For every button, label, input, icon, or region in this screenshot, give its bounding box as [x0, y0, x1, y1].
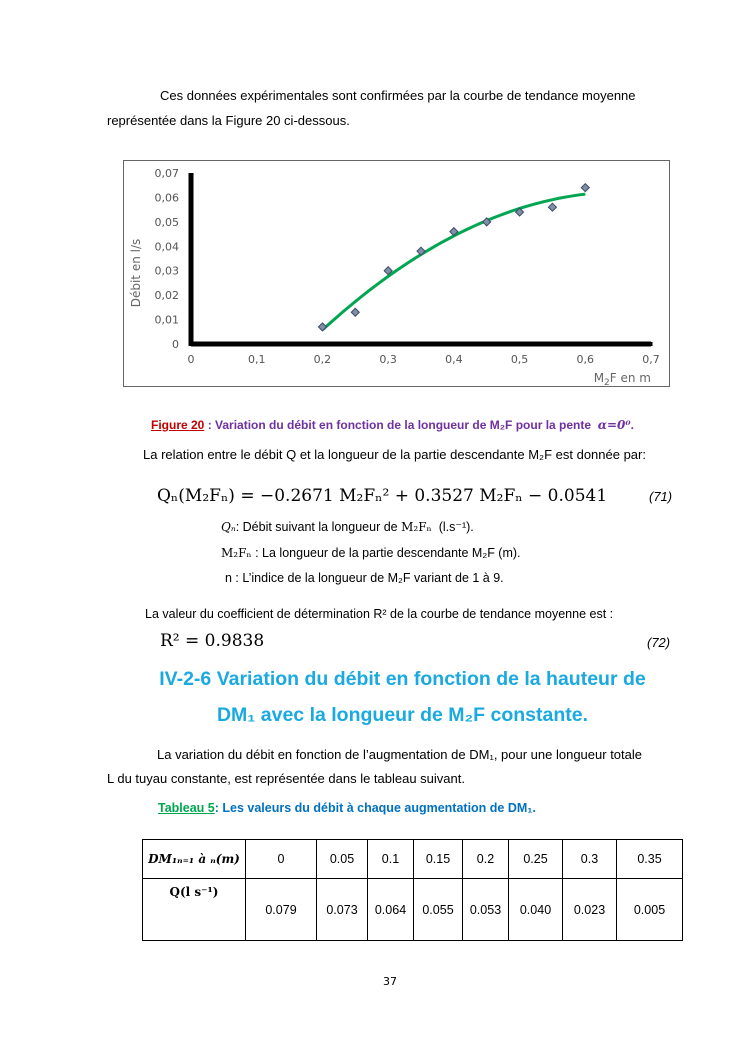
x-tick-label: 0,5: [510, 353, 529, 366]
definition-q-symbol: Qₙ: [221, 520, 236, 534]
table-cell-dm: 0.1: [368, 840, 414, 879]
table-cell-dm: 0.15: [414, 840, 463, 879]
variation-line-1: La variation du débit en fonction de l’augmentation de DM₁, pour une longueur totale: [157, 747, 642, 762]
equation-72-number: (72): [647, 635, 671, 650]
definition-q-text: : Débit suivant la longueur de: [235, 520, 398, 534]
equation-71: [157, 486, 607, 506]
equation-71-lhs: Qₙ(M₂Fₙ) =: [157, 486, 255, 506]
figure-caption-label: Figure 20: [151, 418, 205, 432]
table-cell-q: 0.005: [617, 879, 683, 941]
figure-caption-alpha: α=0⁰: [597, 418, 631, 432]
y-axis-label: Débit en l/s: [129, 238, 143, 308]
equation-71-rhs: −0.2671 M₂Fₙ² + 0.3527 M₂Fₙ − 0.0541: [259, 486, 608, 506]
definition-n: n : L’indice de la longueur de M₂F variant de 1 à 9.: [225, 571, 504, 585]
data-point: [548, 203, 556, 211]
table-cell-dm: 0.3: [563, 840, 617, 879]
y-tick-label: 0,05: [154, 215, 179, 229]
y-tick-label: 0,04: [154, 240, 179, 254]
x-tick-label: 0,4: [445, 353, 463, 366]
variation-line-2: L du tuyau constante, est représentée dans le tableau suivant.: [107, 771, 465, 786]
y-tick-label: 0,07: [154, 167, 179, 180]
table-cell-q: 0.040: [509, 879, 563, 941]
table-cell-q: 0.079: [246, 879, 317, 941]
table-header-dm: DM₁ₙ₌₁ à ₙ(m): [143, 840, 246, 879]
trend-line: [322, 194, 585, 330]
data-point: [581, 184, 589, 192]
section-heading-line-2: DM₁ avec la longueur de M₂F constante.: [216, 704, 589, 726]
table-caption: [158, 801, 536, 815]
table-cell-q: 0.073: [317, 879, 368, 941]
equation-71-number: (71): [649, 489, 673, 504]
table-caption-text: : Les valeurs du débit à chaque augmentation de DM₁.: [214, 801, 536, 815]
figure-caption: [151, 418, 634, 432]
y-tick-label: 0,02: [154, 289, 179, 303]
table-header-q: Q(l s⁻¹): [143, 879, 246, 941]
table-caption-label: Tableau 5: [158, 801, 215, 815]
definition-m2f-symbol: M₂Fₙ: [221, 546, 252, 560]
equation-72: R² = 0.9838: [160, 631, 265, 651]
intro-line-1: Ces données expérimentales sont confirmées par la courbe de tendance moyenne: [160, 88, 636, 103]
y-tick-label: 0,03: [154, 264, 179, 278]
table-cell-q: 0.064: [368, 879, 414, 941]
definition-m2f: [221, 546, 521, 560]
definition-q: [221, 519, 474, 534]
y-tick-label: 0: [172, 338, 179, 351]
table-cell-dm: 0.25: [509, 840, 563, 879]
y-tick-label: 0,01: [154, 313, 179, 327]
table-cell-dm: 0.35: [617, 840, 683, 879]
table-row-dm: [143, 840, 683, 879]
definition-q-unit: (l.s⁻¹).: [438, 520, 474, 534]
relation-text: La relation entre le débit Q et la longueur de la partie descendante M₂F est donnée par:: [143, 447, 646, 462]
tableau-5: [142, 839, 683, 941]
data-point: [318, 323, 326, 331]
table-row-q: [143, 879, 683, 941]
x-tick-label: 0,3: [379, 353, 397, 366]
table-cell-dm: 0.05: [317, 840, 368, 879]
definition-m2f-text: : La longueur de la partie descendante M₂F (m).: [255, 546, 521, 560]
table-cell-dm: 0.2: [463, 840, 509, 879]
table-cell-q: 0.023: [563, 879, 617, 941]
x-tick-label: 0: [187, 353, 195, 366]
x-axis-label: $M_2F$ en m: [593, 371, 651, 386]
figure-20-chart: [124, 161, 669, 386]
definition-q-symbol-2: M₂Fₙ: [401, 520, 432, 534]
y-tick-label: 0,06: [154, 191, 179, 205]
intro-line-2: représentée dans la Figure 20 ci-dessous.: [107, 113, 350, 128]
x-tick-label: 0,7: [642, 353, 660, 366]
x-tick-label: 0,6: [576, 353, 595, 366]
figure-caption-text: : Variation du débit en fonction de la longueur de M₂F pour la pente: [204, 418, 592, 432]
x-tick-label: 0,1: [247, 353, 266, 366]
page-number: 37: [383, 975, 397, 988]
x-tick-label: 0,2: [313, 353, 332, 366]
table-cell-q: 0.053: [463, 879, 509, 941]
data-point: [351, 308, 359, 316]
figure-20-chart-frame: [123, 160, 670, 387]
table-cell-q: 0.055: [414, 879, 463, 941]
table-cell-dm: 0: [246, 840, 317, 879]
figure-caption-end: .: [630, 418, 634, 432]
r2-text: La valeur du coefficient de détermination R² de la courbe de tendance moyenne est :: [145, 607, 614, 621]
section-heading-line-1: IV-2-6 Variation du débit en fonction de la hauteur de: [159, 668, 646, 690]
